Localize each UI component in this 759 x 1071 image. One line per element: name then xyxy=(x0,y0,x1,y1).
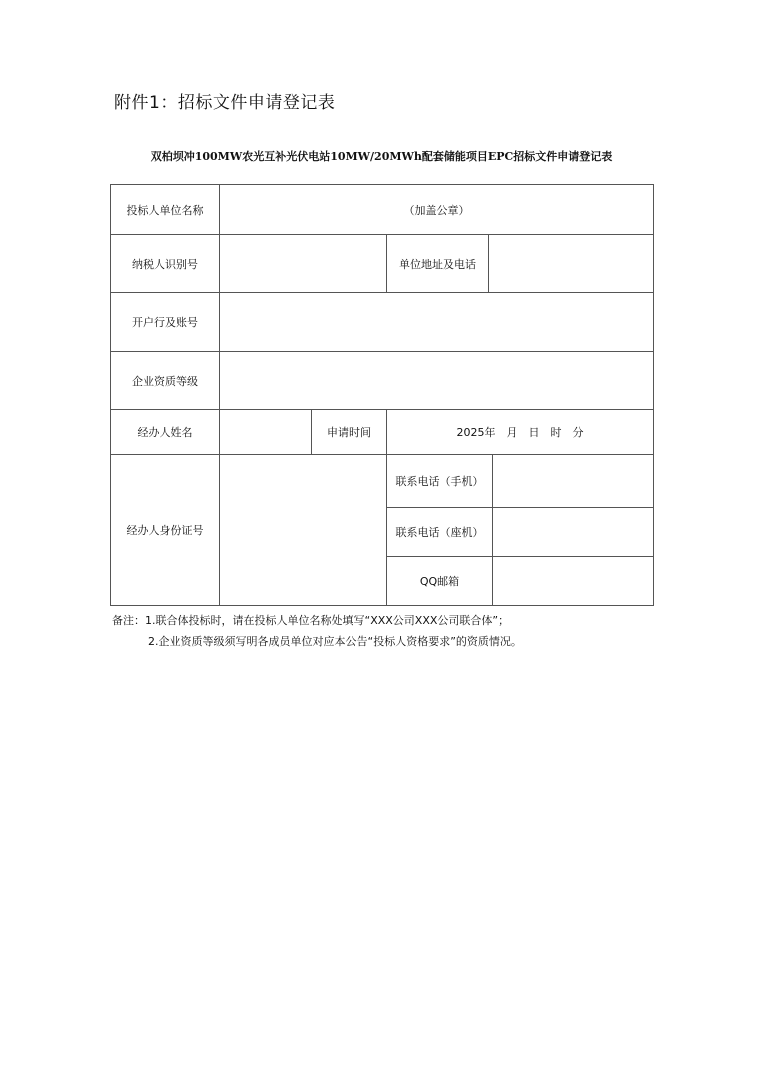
notes xyxy=(112,610,522,652)
bank-account-field[interactable] xyxy=(220,293,654,352)
taxpayer-id-field[interactable] xyxy=(220,235,387,293)
mobile-label: 联系电话（手机） xyxy=(387,455,493,508)
attachment-title: 附件1：招标文件申请登记表 xyxy=(114,93,336,113)
qq-email-label: QQ邮箱 xyxy=(387,557,493,606)
landline-label: 联系电话（座机） xyxy=(387,508,493,557)
seal-note: （加盖公章） xyxy=(403,203,470,217)
bank-account-label: 开户行及账号 xyxy=(111,293,220,352)
landline-field[interactable] xyxy=(493,508,654,557)
apply-time-field[interactable]: 2025年 月 日 时 分 xyxy=(387,410,654,455)
table-row xyxy=(111,455,654,508)
handler-id-label: 经办人身份证号 xyxy=(111,455,220,606)
handler-id-field[interactable] xyxy=(220,455,387,606)
qq-email-field[interactable] xyxy=(493,557,654,606)
table-row xyxy=(111,185,654,235)
table-row xyxy=(111,410,654,455)
handler-name-field[interactable] xyxy=(220,410,312,455)
registration-form-table xyxy=(110,184,654,606)
table-row xyxy=(111,352,654,410)
bidder-name-label: 投标人单位名称 xyxy=(111,185,220,235)
note-line-2: 2.企业资质等级须写明各成员单位对应本公告“投标人资格要求”的资质情况。 xyxy=(148,635,522,648)
apply-time-label: 申请时间 xyxy=(312,410,387,455)
note-line-1: 备注：1.联合体投标时，请在投标人单位名称处填写“XXX公司XXX公司联合体”； xyxy=(112,614,510,627)
form-title: 双柏坝冲100MW农光互补光伏电站10MW/20MWh配套储能项目EPC招标文件申请登记表 xyxy=(150,150,613,163)
address-phone-label: 单位地址及电话 xyxy=(387,235,489,293)
bidder-name-field[interactable] xyxy=(220,185,654,235)
address-phone-field[interactable] xyxy=(489,235,654,293)
table-row xyxy=(111,235,654,293)
qualification-label: 企业资质等级 xyxy=(111,352,220,410)
handler-name-label: 经办人姓名 xyxy=(111,410,220,455)
table-row xyxy=(111,293,654,352)
mobile-field[interactable] xyxy=(493,455,654,508)
qualification-field[interactable] xyxy=(220,352,654,410)
taxpayer-id-label: 纳税人识别号 xyxy=(111,235,220,293)
